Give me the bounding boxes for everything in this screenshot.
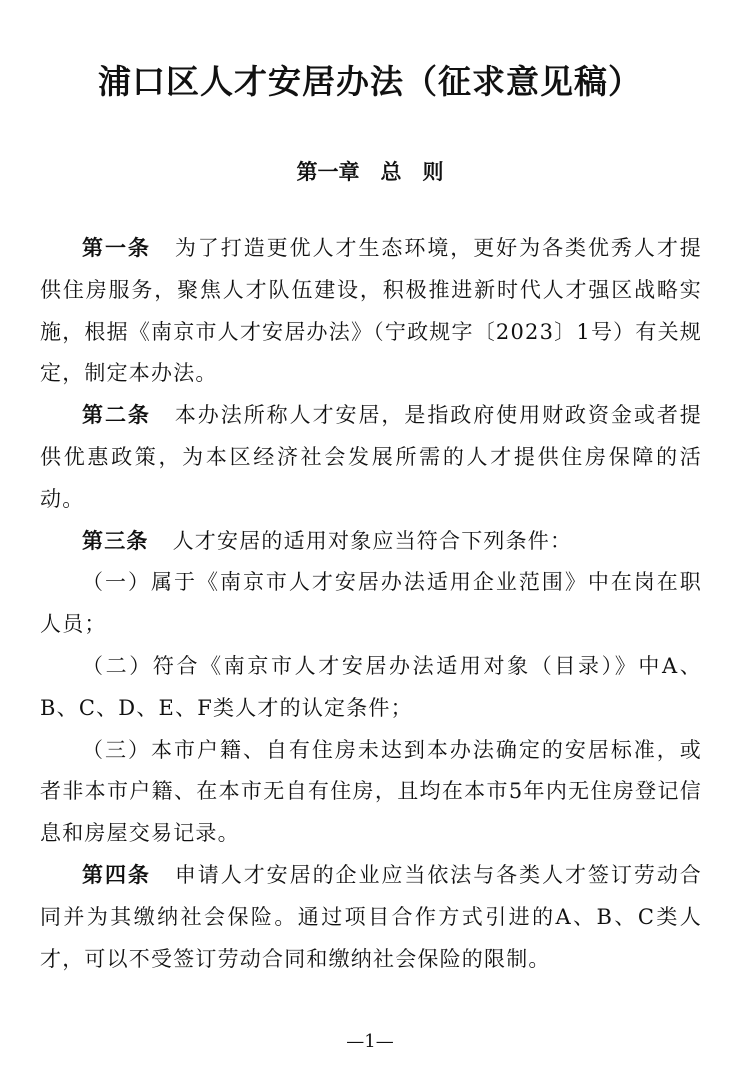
article-label: 第一条 bbox=[82, 236, 151, 260]
article-label: 第四条 bbox=[82, 862, 151, 887]
article-label: 第二条 bbox=[82, 403, 151, 428]
article-4 bbox=[40, 855, 702, 980]
article-text: 本办法所称人才安居，是指政府使用财政资金或者提供优惠政策，为本区经济社会发展所需的人才提供住房保障的活动。 bbox=[40, 403, 702, 511]
article-label: 第三条 bbox=[82, 528, 149, 553]
article-3 bbox=[40, 521, 702, 563]
article-text: 人才安居的适用对象应当符合下列条件： bbox=[172, 528, 573, 553]
condition-text: （一）属于《南京市人才安居办法适用企业范围》中在岗在职人员； bbox=[40, 570, 702, 637]
condition-3 bbox=[40, 730, 702, 855]
article-2 bbox=[40, 395, 702, 520]
article-text: 为了打造更优人才生态环境，更好为各类优秀人才提供住房服务，聚焦人才队伍建设，积极推进新时代人才强区战略实施，根据《南京市人才安居办法》（宁政规字〔2023〕1号）有关规定，制定本办法。 bbox=[40, 236, 702, 386]
article-text: 申请人才安居的企业应当依法与各类人才签订劳动合同并为其缴纳社会保险。通过项目合作方式引进的A、B、C类人才，可以不受签订劳动合同和缴纳社会保险的限制。 bbox=[40, 862, 702, 971]
document-title: 浦口区人才安居办法（征求意见稿） bbox=[98, 62, 642, 101]
condition-text: （二）符合《南京市人才安居办法适用对象（目录）》中A、B、C、D、E、F类人才的认定条件； bbox=[40, 653, 702, 720]
article-1 bbox=[40, 228, 702, 395]
condition-1 bbox=[40, 562, 702, 646]
chapter-heading: 第一章 总 则 bbox=[296, 160, 444, 184]
condition-text: （三）本市户籍、自有住房未达到本办法确定的安居标准，或者非本市户籍、在本市无自有住房，且均在本市5年内无住房登记信息和房屋交易记录。 bbox=[40, 737, 702, 846]
page-number: —1— bbox=[346, 1031, 394, 1052]
condition-2 bbox=[40, 646, 702, 730]
document-body bbox=[40, 228, 702, 980]
